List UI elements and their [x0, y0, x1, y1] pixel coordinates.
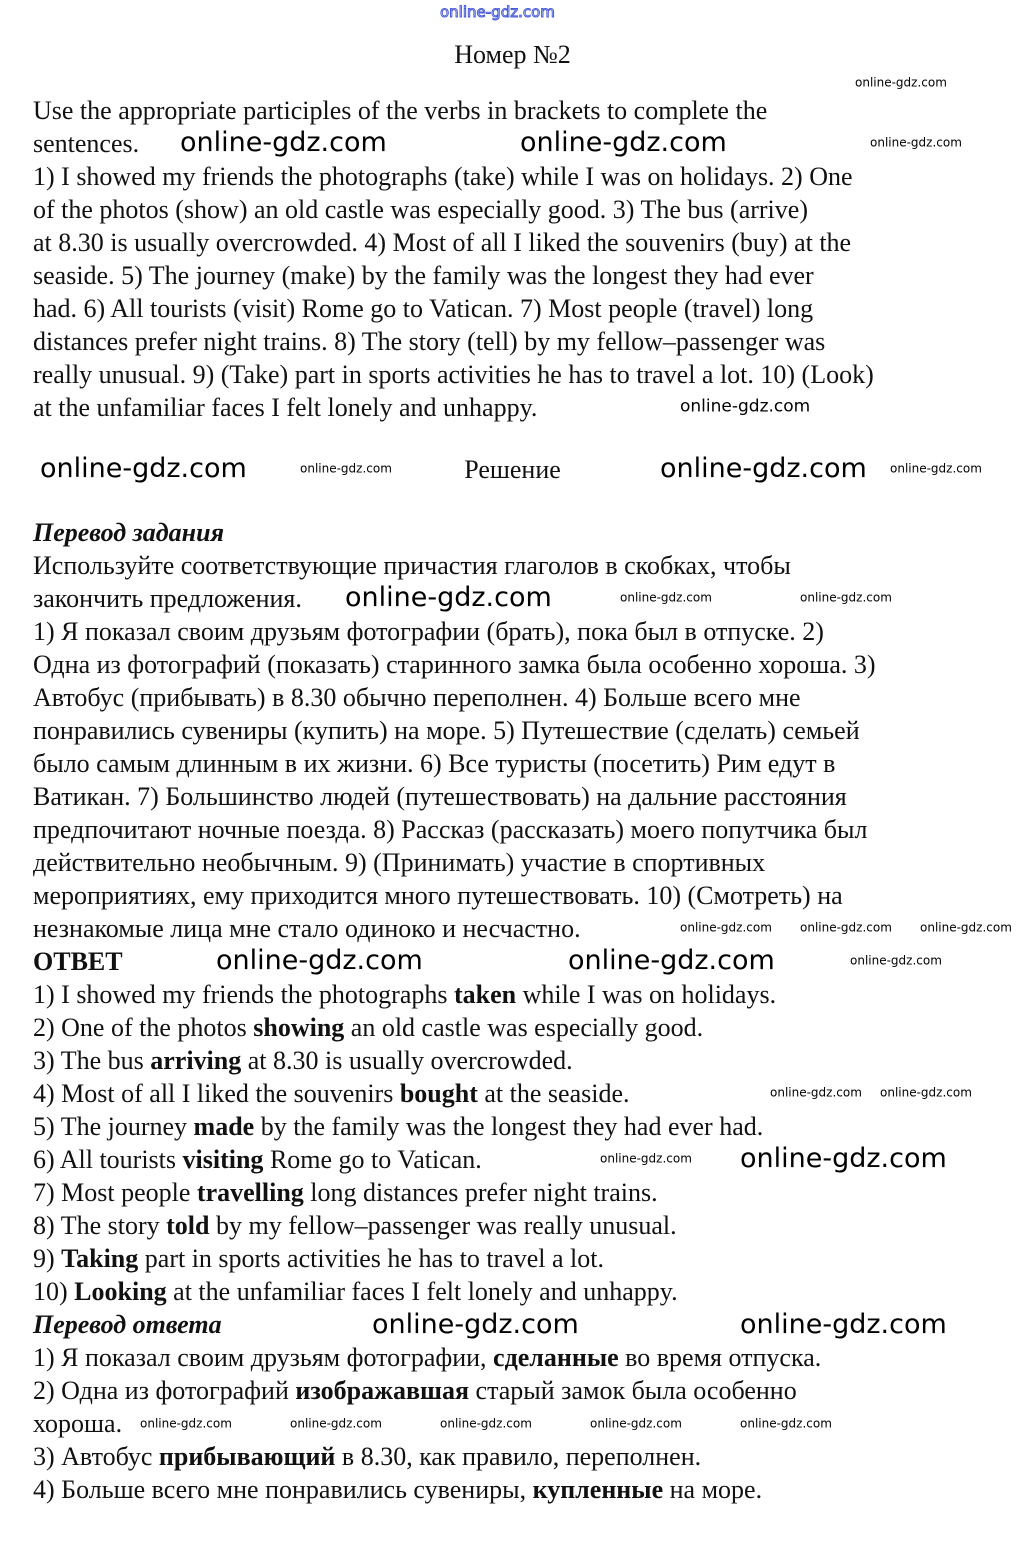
watermark: online-gdz.com	[440, 2, 555, 21]
answer-word: showing	[253, 1013, 345, 1042]
task-line: sentences.	[33, 129, 140, 158]
answer-word: изображавшая	[295, 1376, 470, 1405]
watermark: online-gdz.com	[440, 1416, 532, 1431]
watermark: online-gdz.com	[770, 1085, 862, 1100]
watermark: online-gdz.com	[140, 1416, 232, 1431]
answer-text: by my fellow–passenger was really unusual.	[209, 1211, 677, 1240]
watermark: online-gdz.com	[520, 127, 727, 159]
answer-text: 9)	[33, 1244, 62, 1273]
solution-label: Решение	[464, 455, 561, 484]
watermark: online-gdz.com	[590, 1416, 682, 1431]
answer-text: 3) The bus	[33, 1046, 151, 1075]
watermark: online-gdz.com	[870, 135, 962, 150]
answer-translation-heading: Перевод ответа	[33, 1310, 222, 1339]
answer-text: long distances prefer night trains.	[303, 1178, 658, 1207]
answer-line	[33, 1011, 876, 1044]
task-line: distances prefer night trains. 8) The story (tell) by my fellow–passenger was	[33, 327, 826, 356]
task-line: really unusual. 9) (Take) part in sports activities he has to travel a lot. 10) (Look)	[33, 360, 874, 389]
watermark: online-gdz.com	[620, 590, 712, 605]
translation-line: действительно необычным. 9) (Принимать) участие в спортивных	[33, 848, 766, 877]
answer-text: Rome go to Vatican.	[263, 1145, 482, 1174]
answer-line	[33, 1110, 876, 1143]
watermark: online-gdz.com	[216, 945, 423, 977]
answer-word: Looking	[74, 1277, 167, 1306]
watermark: online-gdz.com	[40, 453, 247, 485]
watermark: online-gdz.com	[890, 461, 982, 476]
task-line: seaside. 5) The journey (make) by the family was the longest they had ever	[33, 261, 814, 290]
translation-heading: Перевод задания	[33, 518, 224, 547]
answer-text: 2) Одна из фотографий	[33, 1376, 296, 1405]
answer-text: 4) Больше всего мне понравились сувениры,	[33, 1475, 533, 1504]
answer-text: хороша.	[33, 1409, 123, 1438]
answer-text: by the family was the longest they had ever had.	[254, 1112, 764, 1141]
answer-text: an old castle was especially good.	[344, 1013, 704, 1042]
answer-translation-line	[33, 1473, 876, 1506]
task-line: Use the appropriate participles of the verbs in brackets to complete the	[33, 96, 768, 125]
answer-text: at the unfamiliar faces I felt lonely and unhappy.	[166, 1277, 678, 1306]
watermark: online-gdz.com	[180, 127, 387, 159]
watermark: online-gdz.com	[660, 453, 867, 485]
answer-text: 5) The journey	[33, 1112, 194, 1141]
answer-text: на море.	[663, 1475, 763, 1504]
solution-text	[33, 516, 876, 1506]
answer-line	[33, 1275, 876, 1308]
answer-line	[33, 1044, 876, 1077]
answer-word: arriving	[150, 1046, 242, 1075]
answer-translation-line	[33, 1440, 876, 1473]
watermark: online-gdz.com	[855, 75, 947, 90]
task-line: at the unfamiliar faces I felt lonely and unhappy.	[33, 393, 538, 422]
answer-line	[33, 1077, 876, 1110]
answer-text: 8) The story	[33, 1211, 167, 1240]
watermark: online-gdz.com	[600, 1151, 692, 1166]
answer-text: 1) Я показал своим друзьям фотографии,	[33, 1343, 494, 1372]
answer-line	[33, 1176, 876, 1209]
watermark: online-gdz.com	[345, 582, 552, 614]
translation-line: мероприятиях, ему приходится много путешествовать. 10) (Смотреть) на	[33, 881, 843, 910]
translation-line: Ватикан. 7) Большинство людей (путешествовать) на дальние расстояния	[33, 782, 847, 811]
translation-line: Используйте соответствующие причастия глаголов в скобках, чтобы	[33, 551, 791, 580]
answer-text: 2) One of the photos	[33, 1013, 254, 1042]
answer-text: while I was on holidays.	[516, 980, 777, 1009]
answer-word: купленные	[532, 1475, 664, 1504]
translation-line: закончить предложения.	[33, 584, 302, 613]
watermark: online-gdz.com	[800, 590, 892, 605]
answer-word: travelling	[196, 1178, 304, 1207]
answer-text: at the seaside.	[477, 1079, 630, 1108]
translation-line: 1) Я показал своим друзьям фотографии (брать), пока был в отпуске. 2)	[33, 617, 824, 646]
task-line: had. 6) All tourists (visit) Rome go to Vatican. 7) Most people (travel) long	[33, 294, 814, 323]
task-line: 1) I showed my friends the photographs (take) while I was on holidays. 2) One	[33, 162, 853, 191]
answer-text: at 8.30 is usually overcrowded.	[241, 1046, 573, 1075]
translation-line: предпочитают ночные поезда. 8) Рассказ (рассказать) моего попутчика был	[33, 815, 868, 844]
answer-text: старый замок была особенно	[469, 1376, 797, 1405]
translation-line: понравились сувениры (купить) на море. 5) Путешествие (сделать) семьей	[33, 716, 860, 745]
answer-line	[33, 1242, 876, 1275]
answer-text: part in sports activities he has to travel a lot.	[138, 1244, 604, 1273]
translation-line: Автобус (прибывать) в 8.30 обычно переполнен. 4) Больше всего мне	[33, 683, 801, 712]
watermark: online-gdz.com	[300, 461, 392, 476]
answer-translation-line	[33, 1341, 876, 1374]
answer-word: сделанные	[493, 1343, 619, 1372]
page-title: Номер №2	[454, 40, 571, 69]
watermark: online-gdz.com	[850, 953, 942, 968]
translation-line: было самым длинным в их жизни. 6) Все туристы (посетить) Рим едут в	[33, 749, 836, 778]
answer-word: bought	[399, 1079, 478, 1108]
watermark: online-gdz.com	[740, 1416, 832, 1431]
watermark: online-gdz.com	[568, 945, 775, 977]
answer-text: 6) All tourists	[33, 1145, 183, 1174]
answer-word: прибывающий	[158, 1442, 336, 1471]
answer-word: made	[193, 1112, 255, 1141]
watermark: online-gdz.com	[680, 920, 772, 935]
watermark: online-gdz.com	[680, 396, 811, 417]
answer-line	[33, 1209, 876, 1242]
watermark: online-gdz.com	[800, 920, 892, 935]
answer-text: 10)	[33, 1277, 75, 1306]
watermark: online-gdz.com	[920, 920, 1012, 935]
answer-heading: ОТВЕТ	[33, 947, 123, 976]
task-text	[33, 94, 874, 424]
answer-text: 1) I showed my friends the photographs	[33, 980, 454, 1009]
answer-text: в 8.30, как правило, переполнен.	[335, 1442, 702, 1471]
answer-translation-line	[33, 1374, 876, 1407]
watermark: online-gdz.com	[880, 1085, 972, 1100]
watermark: online-gdz.com	[740, 1143, 947, 1175]
watermark: online-gdz.com	[740, 1309, 947, 1341]
watermark: online-gdz.com	[290, 1416, 382, 1431]
answer-word: Taking	[61, 1244, 139, 1273]
watermark: online-gdz.com	[372, 1309, 579, 1341]
answer-text: 4) Most of all I liked the souvenirs	[33, 1079, 400, 1108]
task-line: at 8.30 is usually overcrowded. 4) Most of all I liked the souvenirs (buy) at the	[33, 228, 852, 257]
task-line: of the photos (show) an old castle was especially good. 3) The bus (arrive)	[33, 195, 808, 224]
translation-line: Одна из фотографий (показать) старинного замка была особенно хороша. 3)	[33, 650, 876, 679]
answer-line	[33, 978, 876, 1011]
answer-text: во время отпуска.	[618, 1343, 822, 1372]
answer-text: 7) Most people	[33, 1178, 197, 1207]
translation-line: незнакомые лица мне стало одиноко и несчастно.	[33, 914, 581, 943]
answer-word: told	[166, 1211, 210, 1240]
answer-word: taken	[453, 980, 517, 1009]
answer-word: visiting	[182, 1145, 264, 1174]
answer-text: 3) Автобус	[33, 1442, 159, 1471]
